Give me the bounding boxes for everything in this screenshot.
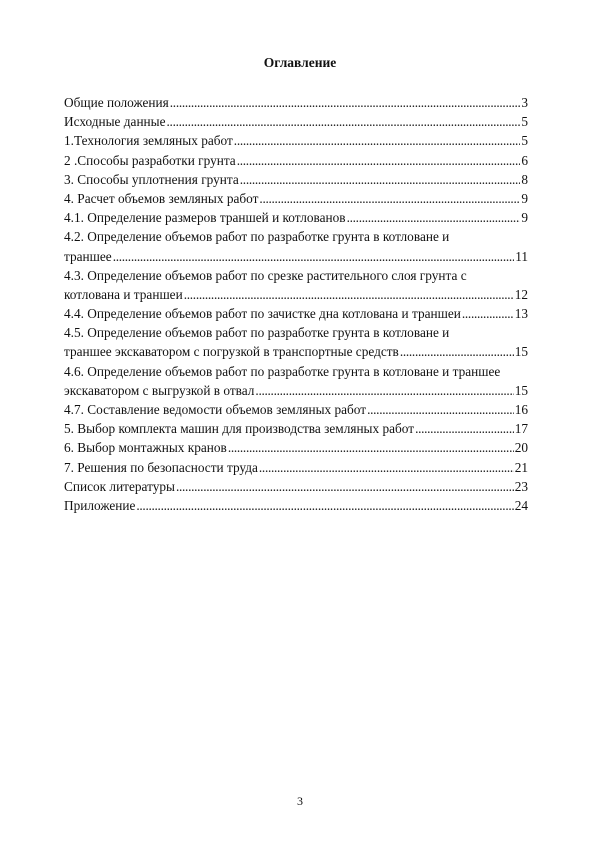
dot-leader <box>237 151 521 170</box>
toc-list <box>64 93 528 515</box>
dot-leader <box>415 419 514 438</box>
toc-page-number: 6 <box>521 152 528 168</box>
toc-entry-text: 6. Выбор монтажных кранов <box>64 440 227 456</box>
toc-entry-text: 4.7. Составление ведомости объемов земляных работ <box>64 402 367 417</box>
toc-entry-line <box>64 342 528 361</box>
toc-entry-text: 2 .Способы разработки грунта <box>64 152 236 168</box>
toc-entry-text: 4.2. Определение объемов работ по разработке грунта в котловане и <box>64 229 450 245</box>
dot-leader <box>170 93 521 112</box>
toc-page-number: 15 <box>514 382 528 398</box>
toc-entry-line <box>64 112 528 131</box>
toc-entry <box>64 131 528 150</box>
toc-entry-line <box>64 419 528 438</box>
toc-entry-line <box>64 477 528 496</box>
dot-leader <box>462 304 514 323</box>
toc-entry-line <box>64 400 528 419</box>
toc-entry <box>64 93 528 112</box>
dot-leader <box>255 381 513 400</box>
toc-entry-text: 7. Решения по безопасности труда <box>64 459 258 475</box>
dot-leader <box>113 247 515 266</box>
toc-entry <box>64 400 528 419</box>
toc-entry <box>64 112 528 131</box>
toc-entry-line <box>64 93 528 112</box>
dot-leader <box>259 189 520 208</box>
toc-entry-text: 5. Выбор комплекта машин для производства земляных работ <box>64 421 415 437</box>
toc-page-number: 11 <box>515 248 528 264</box>
toc-entry-text: 3. Способы уплотнения грунта <box>64 171 239 187</box>
toc-entry-line <box>64 458 528 477</box>
toc-page-number: 15 <box>514 344 528 360</box>
toc-entry-line <box>64 189 528 208</box>
toc-page-number: 12 <box>514 286 528 302</box>
dot-leader <box>184 285 514 304</box>
toc-entry <box>64 477 528 496</box>
toc-page-number: 17 <box>514 421 528 437</box>
toc-entry <box>64 458 528 477</box>
dot-leader <box>234 131 521 150</box>
toc-page-number: 13 <box>514 306 528 322</box>
toc-entry <box>64 170 528 189</box>
dot-leader <box>347 208 521 227</box>
toc-entry <box>64 151 528 170</box>
toc-page-number: 23 <box>514 478 528 494</box>
toc-entry-text: 4.4. Определение объемов работ по зачистке дна котлована и траншеи <box>64 306 461 322</box>
toc-entry-text: 4.1. Определение размеров траншей и котлованов <box>64 210 346 226</box>
toc-entry-line <box>64 131 528 150</box>
toc-page-number: 20 <box>514 440 528 456</box>
dot-leader <box>176 477 514 496</box>
dot-leader <box>167 112 521 131</box>
toc-page-number: 9 <box>521 190 528 206</box>
toc-entry <box>64 208 528 227</box>
toc-page-number: 8 <box>521 171 528 187</box>
dot-leader <box>259 458 514 477</box>
toc-entry-line <box>64 208 528 227</box>
toc-entry-text: 4. Расчет объемов земляных работ <box>64 190 259 206</box>
toc-entry <box>64 323 528 361</box>
toc-entry-text: 4.5. Определение объемов работ по разработке грунта в котловане и <box>64 325 450 341</box>
dot-leader <box>367 400 514 419</box>
toc-entry-text: Список литературы <box>64 478 175 494</box>
toc-entry-line <box>64 151 528 170</box>
toc-page-number: 16 <box>514 402 528 417</box>
toc-entry-text: Общие положения <box>64 95 169 110</box>
toc-entry-text: экскаватором с выгрузкой в отвал <box>64 382 255 398</box>
toc-entry-line <box>64 170 528 189</box>
dot-leader <box>240 170 521 189</box>
dot-leader <box>400 342 514 361</box>
toc-page-number: 9 <box>521 210 528 226</box>
toc-entry-line <box>64 496 528 515</box>
toc-entry-text: траншее <box>64 248 112 264</box>
toc-entry <box>64 419 528 438</box>
dot-leader <box>228 438 514 457</box>
toc-entry-text: Приложение <box>64 497 136 513</box>
toc-entry <box>64 304 528 323</box>
toc-page-number: 24 <box>514 497 528 513</box>
page-number: 3 <box>297 794 303 808</box>
toc-entry-text: 4.3. Определение объемов работ по срезке растительного слоя грунта с <box>64 267 467 283</box>
toc-entry-text: 1.Технология земляных работ <box>64 133 233 149</box>
toc-page-number: 5 <box>521 114 528 130</box>
toc-entry-line <box>64 304 528 323</box>
toc-entry <box>64 438 528 457</box>
toc-entry <box>64 227 528 265</box>
toc-entry-line <box>64 247 528 266</box>
toc-page-number: 3 <box>521 95 528 110</box>
toc-entry <box>64 266 528 304</box>
toc-entry-text: траншее экскаватором с погрузкой в транспортные средств <box>64 344 399 360</box>
toc-page-number: 21 <box>514 459 528 475</box>
toc-entry <box>64 362 528 400</box>
toc-entry-text: котлована и траншеи <box>64 286 183 302</box>
toc-entry-line <box>64 381 528 400</box>
toc-entry-line <box>64 285 528 304</box>
toc-page-number: 5 <box>521 133 528 149</box>
toc-entry-line <box>64 438 528 457</box>
toc-entry-text: 4.6. Определение объемов работ по разработке грунта в котловане и траншее <box>64 363 501 379</box>
dot-leader <box>136 496 513 515</box>
toc-entry <box>64 496 528 515</box>
toc-title: Оглавление <box>263 55 337 70</box>
toc-entry-text: Исходные данные <box>64 114 166 130</box>
toc-entry <box>64 189 528 208</box>
